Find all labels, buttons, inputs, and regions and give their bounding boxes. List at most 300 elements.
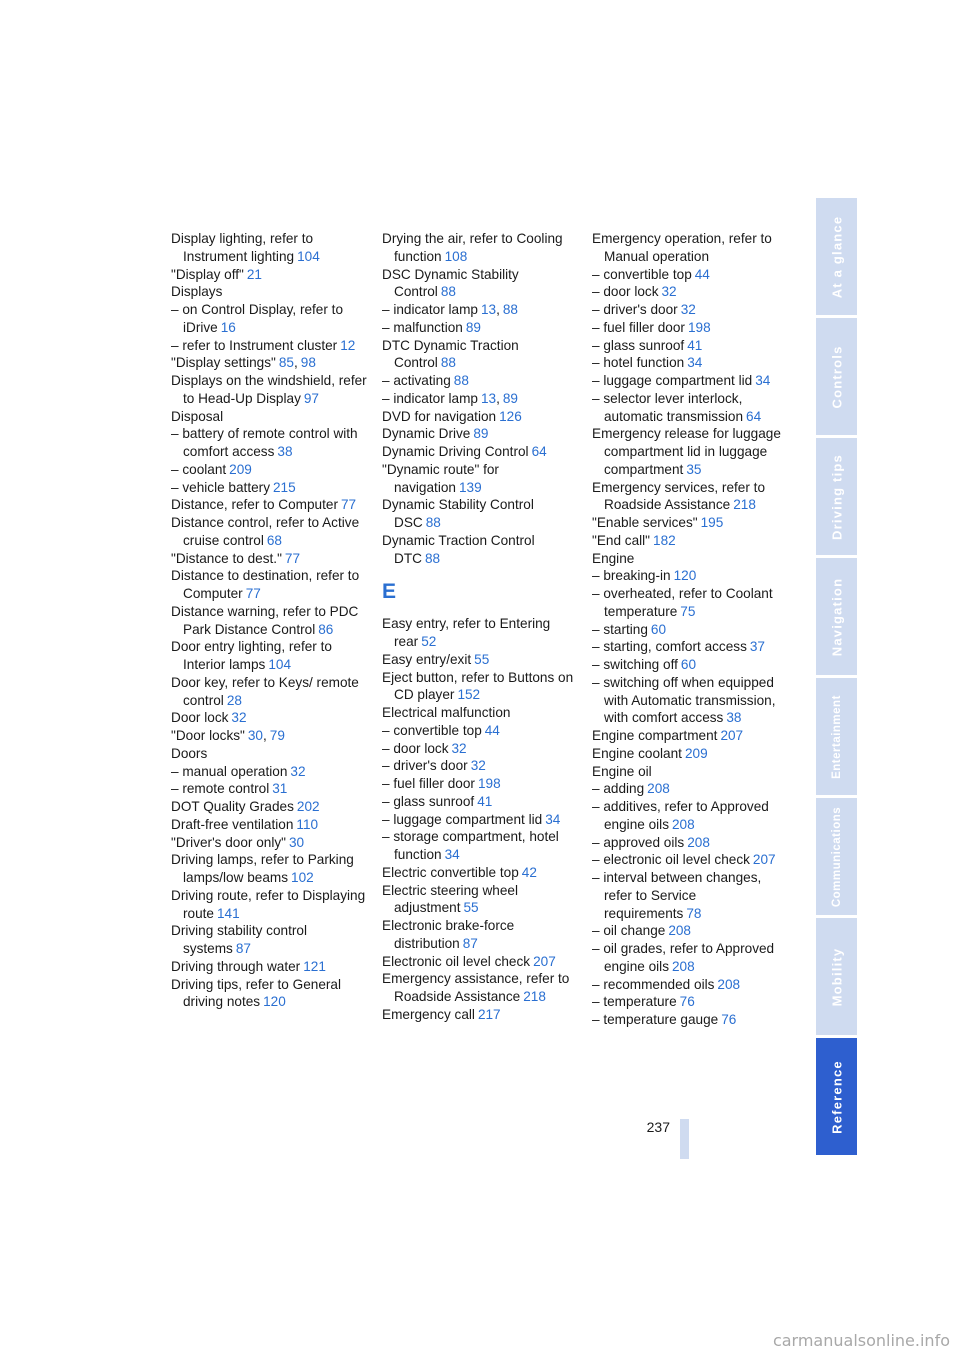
index-entry-text: Door key, refer to Keys/ remote control xyxy=(171,674,359,708)
index-entry-text: – luggage compartment lid xyxy=(382,811,543,827)
index-entry-text: "Door locks" xyxy=(171,728,245,743)
index-entry-text: Dynamic Drive xyxy=(382,426,471,442)
tab-reference[interactable] xyxy=(816,1038,857,1158)
index-entry xyxy=(171,479,371,497)
index-entry xyxy=(592,763,792,781)
page-reference-link[interactable]: 41 xyxy=(477,793,493,809)
page-reference-link[interactable]: 32 xyxy=(451,740,467,756)
index-entry-text: – fuel filler door xyxy=(382,776,475,791)
index-entry-text: DOT Quality Grades xyxy=(171,799,294,814)
index-entry xyxy=(382,425,582,443)
page-reference-link[interactable]: 208 xyxy=(668,923,691,939)
index-entry xyxy=(592,514,792,532)
index-entry xyxy=(171,514,371,550)
index-entry-text: Emergency operation, refer to Manual operation xyxy=(592,231,772,264)
index-entry xyxy=(171,958,371,976)
page-reference-link[interactable]: 32 xyxy=(661,284,677,300)
index-entry xyxy=(171,425,371,461)
index-entry-text: – convertible top xyxy=(382,722,482,738)
page-reference-link[interactable]: 32 xyxy=(231,710,247,726)
index-entry xyxy=(382,337,582,373)
index-entry xyxy=(592,390,792,426)
page-reference-link[interactable]: 207 xyxy=(533,953,556,969)
index-entry-text: Display lighting, refer to Instrument lighting xyxy=(171,231,314,264)
index-entry xyxy=(382,740,582,758)
index-entry-text: Emergency call xyxy=(382,1006,475,1022)
page-reference-link[interactable]: 55 xyxy=(463,900,479,916)
page-reference-link[interactable]: 209 xyxy=(229,461,252,477)
page-reference-link[interactable]: 41 xyxy=(687,337,703,353)
index-entry-text: Distance to destination, refer to Computer xyxy=(171,568,360,601)
index-entry xyxy=(171,372,371,408)
page-reference-link[interactable]: 78 xyxy=(686,905,702,921)
index-entry-text: "Enable services" xyxy=(592,515,698,530)
index-entry: – indicator lamp 13, 89 xyxy=(382,390,518,406)
index-entry-text: Driving stability control systems xyxy=(171,923,307,956)
index-entry-text: Dynamic Traction Control DTC xyxy=(382,532,535,566)
page-reference-link[interactable]: 68 xyxy=(266,532,282,548)
page-reference-link[interactable]: 44 xyxy=(694,266,710,282)
index-entry xyxy=(171,230,371,266)
index-entry-text: DSC Dynamic Stability Control xyxy=(382,266,519,300)
index-entry xyxy=(592,851,792,869)
index-entry-text: – selector lever interlock, automatic transmission xyxy=(592,390,744,424)
page-reference-link[interactable]: 110 xyxy=(296,816,319,832)
page-reference-link[interactable]: 198 xyxy=(687,319,711,335)
index-entry-text: – door lock xyxy=(592,284,659,300)
index-entry-text: – starting xyxy=(592,621,648,637)
index-entry-text: – glass sunroof xyxy=(382,793,475,809)
page-reference-link[interactable]: 88 xyxy=(440,355,456,371)
index-entry xyxy=(592,834,792,852)
index-entry-text: – refer to Instrument cluster xyxy=(171,337,338,353)
index-entry-text: Driving lamps, refer to Parking lamps/low beams xyxy=(171,852,354,885)
index-entry xyxy=(592,585,792,621)
index-entry-text: – indicator lamp xyxy=(382,302,478,317)
index-entry-text: Engine xyxy=(592,550,635,566)
page-reference-link[interactable]: 89 xyxy=(502,390,518,406)
index-entry xyxy=(171,709,371,727)
index-entry xyxy=(592,621,792,639)
index-entry xyxy=(592,674,792,727)
index-entry-text: – luggage compartment lid xyxy=(592,373,753,388)
page-reference-link[interactable]: 31 xyxy=(272,781,288,797)
index-entry xyxy=(171,496,371,514)
index-entry-text: "Distance to dest." xyxy=(171,550,282,566)
index-entry xyxy=(382,811,582,829)
page-reference-link[interactable]: 30 xyxy=(289,834,305,850)
index-entry-text: – malfunction xyxy=(382,319,463,335)
page-reference-link[interactable]: 87 xyxy=(462,935,478,951)
index-entry xyxy=(171,638,371,674)
index-entry-text: – storage compartment, hotel function xyxy=(382,829,559,862)
index-entry-text: Drying the air, refer to Cooling function xyxy=(382,231,563,264)
page-reference-link[interactable]: 121 xyxy=(303,958,326,974)
index-entry xyxy=(382,882,582,918)
index-entry xyxy=(382,970,582,1006)
index-entry-text: "End call" xyxy=(592,532,651,548)
index-entry xyxy=(382,532,582,568)
watermark: carmanualsonline.info xyxy=(772,1331,950,1350)
page-reference-link[interactable]: 76 xyxy=(721,1012,737,1027)
index-entry xyxy=(171,745,371,763)
page-reference-link[interactable]: 30 xyxy=(247,728,263,743)
tab-navigation[interactable] xyxy=(816,558,857,678)
page-reference-link[interactable]: 13 xyxy=(480,302,497,317)
page-number: 237 xyxy=(646,1119,670,1135)
index-entry xyxy=(592,922,792,940)
index-entry xyxy=(382,651,582,669)
index-entry xyxy=(171,283,371,301)
page-reference-link[interactable]: 108 xyxy=(444,248,468,264)
index-entry-text: Engine oil xyxy=(592,763,652,779)
index-entry xyxy=(382,828,582,864)
index-entry-text: Doors xyxy=(171,745,208,761)
page-reference-link[interactable]: 88 xyxy=(440,284,456,300)
index-entry-text: Dynamic Stability Control DSC xyxy=(382,497,534,530)
index-entry-text: – temperature xyxy=(592,994,677,1010)
page-reference-link[interactable]: 34 xyxy=(545,811,561,827)
index-entry xyxy=(592,550,792,568)
page-reference-link[interactable]: 76 xyxy=(679,994,695,1010)
index-entry xyxy=(171,461,371,479)
page-reference-link[interactable]: 64 xyxy=(746,408,762,424)
page-number-bar xyxy=(680,1119,689,1159)
index-entry xyxy=(171,567,371,603)
letter-heading: E xyxy=(382,580,397,604)
index-entry-text: – overheated, refer to Coolant temperature xyxy=(592,586,773,619)
index-entry-text: Draft-free ventilation xyxy=(171,816,294,832)
page-reference-link[interactable]: 208 xyxy=(717,976,741,992)
index-entry xyxy=(592,372,792,390)
index-entry xyxy=(171,550,371,568)
index-entry xyxy=(382,864,582,882)
page-reference-link[interactable]: 52 xyxy=(421,634,437,649)
tab-label: Mobility xyxy=(829,947,844,1006)
index-entry-text: – door lock xyxy=(382,740,449,756)
index-entry: "Display settings" 85, 98 xyxy=(171,355,316,371)
page-reference-link[interactable]: 87 xyxy=(235,941,251,956)
index-entry-text: Distance warning, refer to PDC Park Distance Control xyxy=(171,603,359,637)
page-reference-link[interactable]: 38 xyxy=(726,710,742,726)
page-reference-link[interactable]: 77 xyxy=(340,497,357,513)
page-reference-link[interactable]: 195 xyxy=(700,515,724,530)
page-reference-link[interactable]: 44 xyxy=(484,722,500,738)
index-entry xyxy=(171,851,371,887)
index-entry xyxy=(382,496,582,532)
index-entry xyxy=(171,301,371,337)
page-reference-link[interactable]: 141 xyxy=(216,905,240,921)
index-entry-text: – on Control Display, refer to iDrive xyxy=(171,302,344,335)
index-entry xyxy=(171,763,371,781)
index-entry-text: Displays on the windshield, refer to Head-Up Display xyxy=(171,373,367,406)
section-tabs xyxy=(816,198,857,1158)
page-reference-link[interactable]: 182 xyxy=(653,532,676,548)
index-entry-text: – switching off xyxy=(592,657,678,672)
tab-label: At a glance xyxy=(829,215,844,298)
index-entry-text: – battery of remote control with comfort access xyxy=(171,426,358,459)
index-entry xyxy=(171,603,371,639)
page-reference-link[interactable]: 86 xyxy=(318,621,334,637)
index-entry xyxy=(592,266,792,284)
index-entry: – indicator lamp 13, 88 xyxy=(382,302,518,317)
page-reference-link[interactable]: 207 xyxy=(752,852,776,868)
index-entry xyxy=(382,266,582,302)
index-entry xyxy=(382,704,582,722)
page-reference-link[interactable]: 89 xyxy=(473,426,489,442)
index-entry-text: – interval between changes, refer to Service requirements xyxy=(592,870,762,921)
index-entry-text: DVD for navigation xyxy=(382,408,497,424)
page-reference-link[interactable]: 208 xyxy=(687,834,710,850)
page-reference-link[interactable]: 97 xyxy=(303,390,319,406)
page-reference-link[interactable]: 77 xyxy=(284,550,301,566)
page-reference-link[interactable]: 88 xyxy=(502,302,518,317)
tab-mobility[interactable] xyxy=(816,918,857,1038)
page-reference-link[interactable]: 88 xyxy=(453,373,469,388)
index-entry xyxy=(171,887,371,923)
index-entry xyxy=(592,798,792,834)
page-reference-link[interactable]: 152 xyxy=(457,687,481,703)
page-reference-link[interactable]: 139 xyxy=(458,479,482,495)
page-reference-link[interactable]: 42 xyxy=(521,864,537,880)
page-reference-link[interactable]: 32 xyxy=(290,763,306,779)
index-entry-text: – fuel filler door xyxy=(592,319,685,335)
index-entry xyxy=(592,993,792,1011)
index-entry xyxy=(382,953,582,971)
page-reference-link[interactable]: 21 xyxy=(246,266,262,282)
index-entry-text: Emergency services, refer to Roadside Assistance xyxy=(592,479,766,513)
index-entry-text: – oil change xyxy=(592,923,666,939)
index-entry xyxy=(592,425,792,478)
tab-label: Controls xyxy=(829,344,844,409)
index-entry-text: Dynamic Driving Control xyxy=(382,444,529,459)
page-reference-link[interactable]: 13 xyxy=(480,390,497,406)
index-entry xyxy=(382,757,582,775)
index-entry-text: "Dynamic route" for navigation xyxy=(382,461,499,495)
index-entry xyxy=(171,798,371,816)
index-entry-text: Door entry lighting, refer to Interior lamps xyxy=(171,639,332,672)
index-entry-text: Electric convertible top xyxy=(382,864,519,880)
index-entry-text: Emergency release for luggage compartment lid in luggage compartment xyxy=(592,426,781,477)
index-entry-text: – convertible top xyxy=(592,266,692,282)
index-entry-text: – additives, refer to Approved engine oils xyxy=(592,799,769,832)
page-reference-link[interactable]: 28 xyxy=(226,692,242,708)
index-entry xyxy=(592,745,792,763)
page-reference-link[interactable]: 77 xyxy=(245,586,261,601)
page-reference-link[interactable]: 207 xyxy=(720,728,744,743)
index-entry-text: Door lock xyxy=(171,710,229,726)
tab-label: Driving tips xyxy=(829,453,844,540)
index-entry-text: Electronic brake-force distribution xyxy=(382,918,515,951)
index-entry-text: – temperature gauge xyxy=(592,1012,719,1027)
index-entry xyxy=(592,479,792,515)
page-reference-link[interactable]: 34 xyxy=(755,373,771,388)
page-reference-link[interactable]: 55 xyxy=(474,651,490,667)
index-entry-text: Displays xyxy=(171,284,223,300)
page-reference-link[interactable]: 38 xyxy=(277,444,293,459)
index-entry xyxy=(382,669,582,705)
index-entry-text: – manual operation xyxy=(171,763,288,779)
index-entry xyxy=(382,443,582,461)
index-entry-text: Distance, refer to Computer xyxy=(171,497,338,513)
page-reference-link[interactable]: 198 xyxy=(477,776,501,791)
index-entry xyxy=(382,319,582,337)
index-entry-text: – vehicle battery xyxy=(171,479,270,495)
index-entry xyxy=(592,869,792,922)
page-reference-link[interactable]: 208 xyxy=(647,781,670,797)
index-entry xyxy=(592,656,792,674)
page-reference-link[interactable]: 32 xyxy=(470,758,486,774)
index-entry xyxy=(592,319,792,337)
index-entry-text: Driving tips, refer to General driving notes xyxy=(171,976,341,1010)
index-entry-text: – activating xyxy=(382,373,451,388)
index-entry xyxy=(382,230,582,266)
index-column-2 xyxy=(382,230,582,1024)
index-entry-text: DTC Dynamic Traction Control xyxy=(382,337,519,371)
page-reference-link[interactable]: 34 xyxy=(444,847,460,862)
page-reference-link[interactable]: 202 xyxy=(296,799,320,814)
index-entry-text: – hotel function xyxy=(592,355,685,371)
index-entry-text: Distance control, refer to Active cruise control xyxy=(171,515,360,548)
index-entry xyxy=(382,408,582,426)
tab-entertainment[interactable] xyxy=(816,678,857,798)
page-reference-link[interactable]: 75 xyxy=(680,603,696,619)
index-entry xyxy=(382,775,582,793)
page-reference-link[interactable]: 208 xyxy=(672,816,695,832)
page-reference-link[interactable]: 89 xyxy=(465,319,481,335)
index-entry xyxy=(592,1011,792,1029)
page-reference-link[interactable]: 120 xyxy=(673,568,697,584)
index-entry xyxy=(171,834,371,852)
index-entry-text: "Display settings" xyxy=(171,355,276,371)
index-entry-text: – electronic oil level check xyxy=(592,852,750,868)
page-reference-link[interactable]: 218 xyxy=(733,497,756,513)
index-entry-text: – driver's door xyxy=(382,758,468,774)
page-reference-link[interactable]: 34 xyxy=(687,355,703,371)
page-reference-link[interactable]: 126 xyxy=(499,408,522,424)
index-entry xyxy=(171,816,371,834)
page-reference-link[interactable]: 85 xyxy=(278,355,294,371)
page-reference-link[interactable]: 60 xyxy=(650,621,667,637)
index-entry-text: – breaking-in xyxy=(592,568,671,584)
index-entry xyxy=(592,940,792,976)
index-entry xyxy=(592,337,792,355)
page-reference-link[interactable]: 208 xyxy=(672,958,695,974)
tab-at-a-glance[interactable] xyxy=(816,198,857,318)
page-reference-link[interactable]: 88 xyxy=(425,515,441,530)
index-entry xyxy=(171,674,371,710)
index-entry-text: "Display off" xyxy=(171,266,244,282)
index-entry xyxy=(592,638,792,656)
tab-label: Navigation xyxy=(829,577,844,656)
index-entry xyxy=(171,408,371,426)
index-entry-text: Eject button, refer to Buttons on CD player xyxy=(382,669,574,703)
page-reference-link[interactable]: 104 xyxy=(268,657,292,672)
page-reference-link[interactable]: 215 xyxy=(273,479,296,495)
index-entry xyxy=(592,976,792,994)
index-entry xyxy=(171,976,371,1012)
index-entry-text: Engine coolant xyxy=(592,745,682,761)
index-entry xyxy=(592,301,792,319)
page-reference-link[interactable]: 209 xyxy=(684,745,708,761)
page-reference-link[interactable]: 120 xyxy=(263,994,286,1010)
index-entry xyxy=(382,793,582,811)
tab-controls[interactable] xyxy=(816,318,857,438)
index-entry xyxy=(382,372,582,390)
index-entry-text: – oil grades, refer to Approved engine oils xyxy=(592,941,775,974)
index-entry-text: – driver's door xyxy=(592,302,678,317)
index-entry xyxy=(592,780,792,798)
index-entry: "Door locks" 30, 79 xyxy=(171,728,285,743)
index-entry-text: – recommended oils xyxy=(592,976,715,992)
index-entry xyxy=(171,266,371,284)
tab-communications[interactable] xyxy=(816,798,857,918)
index-entry xyxy=(171,337,371,355)
index-entry xyxy=(592,567,792,585)
index-entry-text: – coolant xyxy=(171,461,227,477)
index-entry-text: – switching off when equipped with Automatic transmission, with comfort access xyxy=(592,674,776,726)
index-entry-text: – starting, comfort access xyxy=(592,639,747,655)
page-reference-link[interactable]: 88 xyxy=(424,550,441,566)
index-entry-text: Emergency assistance, refer to Roadside Assistance xyxy=(382,971,570,1004)
page-reference-link[interactable]: 79 xyxy=(269,728,285,743)
index-entry xyxy=(592,230,792,266)
index-entry xyxy=(382,1006,582,1024)
page-reference-link[interactable]: 104 xyxy=(297,248,320,264)
index-entry-text: "Driver's door only" xyxy=(171,834,286,850)
page-reference-link[interactable]: 32 xyxy=(680,302,696,317)
tab-label: Reference xyxy=(829,1059,844,1134)
page-reference-link[interactable]: 37 xyxy=(749,639,765,655)
page-reference-link[interactable]: 217 xyxy=(477,1006,501,1022)
index-entry xyxy=(171,922,371,958)
index-entry-text: – remote control xyxy=(171,781,270,797)
index-entry-text: Engine compartment xyxy=(592,728,718,743)
index-entry xyxy=(592,532,792,550)
index-entry-text: Easy entry/exit xyxy=(382,651,472,667)
index-entry-text: Disposal xyxy=(171,408,224,424)
index-entry-text: – adding xyxy=(592,781,645,797)
index-entry xyxy=(171,780,371,798)
page-reference-link[interactable]: 35 xyxy=(686,461,702,477)
page-reference-link[interactable]: 16 xyxy=(220,319,236,335)
index-entry-text: – glass sunroof xyxy=(592,337,685,353)
tab-driving-tips[interactable] xyxy=(816,438,857,558)
index-entry xyxy=(592,283,792,301)
index-entry xyxy=(382,461,582,497)
index-entry-text: Driving route, refer to Displaying route xyxy=(171,887,366,921)
page-reference-link[interactable]: 102 xyxy=(291,870,314,885)
index-entry-text: Electric steering wheel adjustment xyxy=(382,882,518,916)
index-entry xyxy=(592,354,792,372)
index-entry-text: Electronic oil level check xyxy=(382,953,531,969)
tab-label: Communications xyxy=(830,806,843,907)
page-reference-link[interactable]: 218 xyxy=(523,989,546,1004)
index-entry xyxy=(592,727,792,745)
index-entry-text: Driving through water xyxy=(171,958,301,974)
index-entry xyxy=(382,917,582,953)
page-reference-link[interactable]: 60 xyxy=(680,657,697,672)
page-reference-link[interactable]: 12 xyxy=(340,337,356,353)
page-reference-link[interactable]: 64 xyxy=(531,444,547,459)
index-entry xyxy=(382,615,582,651)
index-entry-text: Electrical malfunction xyxy=(382,705,511,720)
index-column-3 xyxy=(592,230,792,1029)
index-entry-text: – indicator lamp xyxy=(382,390,478,406)
index-entry xyxy=(382,722,582,740)
page-reference-link[interactable]: 98 xyxy=(300,355,316,371)
tab-label: Entertainment xyxy=(830,694,843,779)
